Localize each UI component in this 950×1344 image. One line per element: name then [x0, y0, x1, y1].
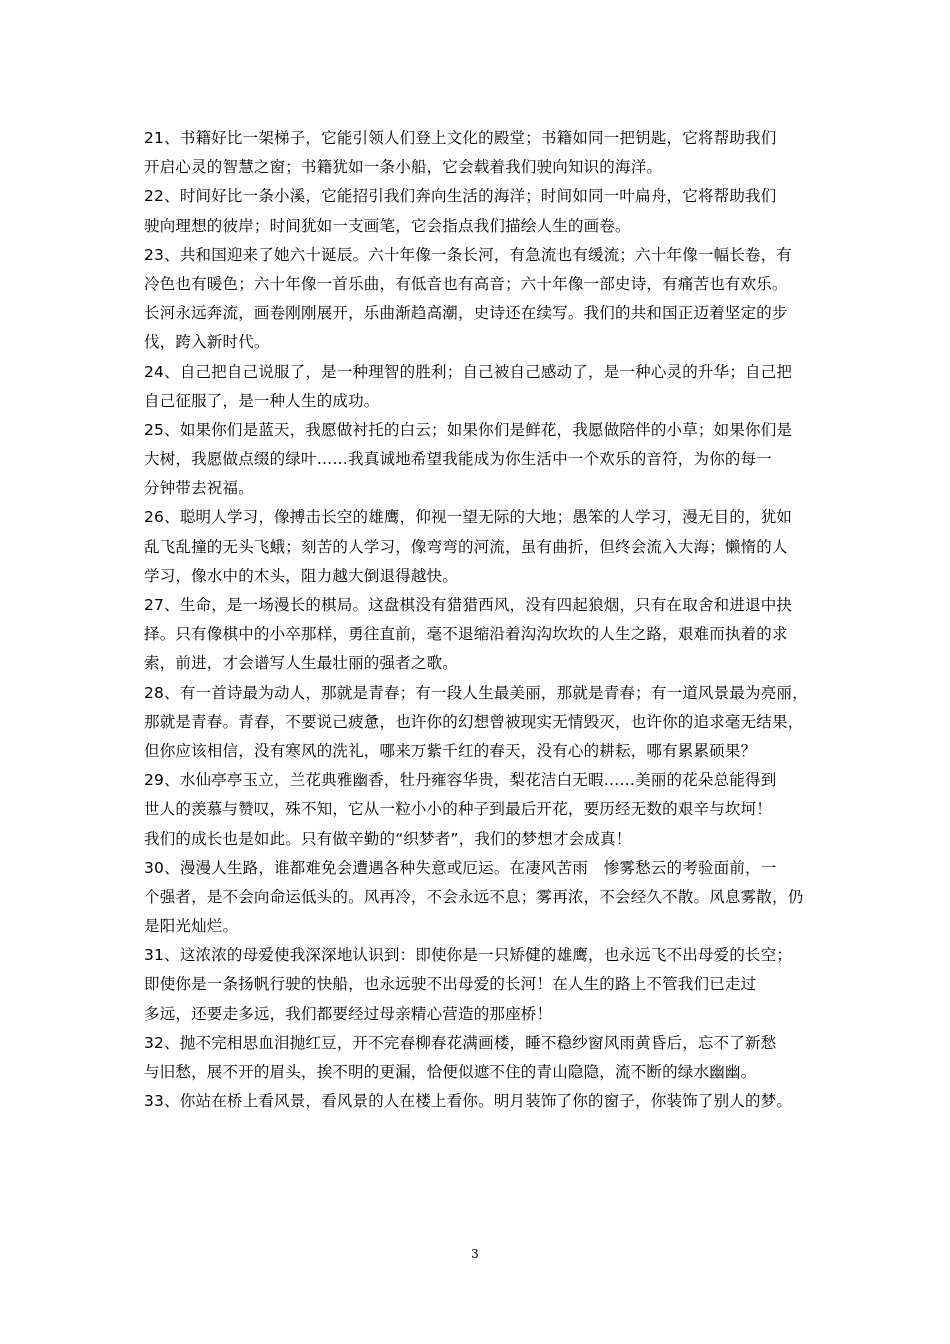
paragraph-31 [144, 941, 814, 1029]
text-line: 自己征服了，是一种人生的成功。 [144, 391, 380, 410]
text-line: 开启心灵的智慧之窗；书籍犹如一条小船，它会载着我们驶向知识的海洋。 [144, 158, 663, 177]
paragraph-32 [144, 1029, 814, 1087]
text-line: 但你应该相信，没有寒风的洗礼，哪来万紫千红的春天，没有心的耕耘，哪有累累硕果？ [144, 741, 757, 760]
text-line: 乱飞乱撞的无头飞蛾；刻苦的人学习，像弯弯的河流，虽有曲折，但终会流入大海；懒惰的人 [144, 537, 788, 556]
text-line: 世人的羡慕与赞叹，殊不知，它从一粒小小的种子到最后开花，要历经无数的艰辛与坎坷！ [144, 800, 773, 819]
text-line: 那就是青春。青春，不要说己疲惫，也许你的幻想曾被现实无情毁灭，也许你的追求毫无结果， [144, 712, 804, 731]
text-line: 驶向理想的彼岸；时间犹如一支画笔，它会指点我们描绘人生的画卷。 [144, 216, 631, 235]
text-line: 24、自己把自己说服了，是一种理智的胜利；自己被自己感动了，是一种心灵的升华；自己把 [144, 362, 793, 381]
paragraph-33 [144, 1087, 814, 1116]
document-body [144, 124, 814, 1116]
text-line: 28、有一首诗最为动人，那就是青春；有一段人生最美丽，那就是青春；有一道风景最为亮丽， [144, 683, 808, 702]
paragraph-26 [144, 503, 814, 591]
text-line: 即使你是一条扬帆行驶的快船，也永远驶不出母爱的长河！在人生的路上不管我们已走过 [144, 975, 757, 994]
paragraph-23 [144, 241, 814, 358]
text-line: 32、抛不完相思血泪抛红豆，开不完春柳春花满画楼，睡不稳纱窗风雨黄昏后，忘不了新愁 [144, 1033, 777, 1052]
text-line: 多远，还要走多远，我们都要经过母亲精心营造的那座桥！ [144, 1004, 553, 1023]
paragraph-27 [144, 591, 814, 679]
text-line: 长河永远奔流，画卷刚刚展开，乐曲渐趋高潮，史诗还在续写。我们的共和国正迈着坚定的步 [144, 304, 788, 323]
text-line: 个强者，是不会向命运低头的。风再冷，不会永远不息；雾再浓，不会经久不散。风息雾散，仍 [144, 887, 804, 906]
text-line: 择。只有像棋中的小卒那样，勇往直前，毫不退缩沿着沟沟坎坎的人生之路，艰难而执着的求 [144, 625, 788, 644]
paragraph-30 [144, 854, 814, 942]
text-line: 27、生命，是一场漫长的棋局。这盘棋没有猎猎西风，没有四起狼烟，只有在取舍和进退中抉 [144, 596, 793, 614]
text-line: 22、时间好比一条小溪，它能招引我们奔向生活的海洋；时间如同一叶扁舟，它将帮助我们 [144, 187, 777, 206]
text-line: 31、这浓浓的母爱使我深深地认识到：即使你是一只矫健的雄鹰，也永远飞不出母爱的长空； [144, 946, 793, 965]
paragraph-25 [144, 416, 814, 504]
text-line: 冷色也有暖色；六十年像一首乐曲，有低音也有高音；六十年像一部史诗，有痛苦也有欢乐。 [144, 274, 788, 293]
paragraph-29 [144, 766, 814, 854]
text-line: 伐，跨入新时代。 [144, 333, 270, 352]
text-line: 23、共和国迎来了她六十诞辰。六十年像一条长河，有急流也有缓流；六十年像一幅长卷，有 [144, 245, 793, 264]
text-line: 是阳光灿烂。 [144, 917, 239, 936]
text-line: 大树，我愿做点缀的绿叶……我真诚地希望我能成为你生活中一个欢乐的音符，为你的每一 [144, 450, 773, 469]
text-line: 26、聪明人学习，像搏击长空的雄鹰，仰视一望无际的大地；愚笨的人学习，漫无目的，犹如 [144, 508, 793, 527]
paragraph-24 [144, 358, 814, 416]
text-line: 33、你站在桥上看风景，看风景的人在楼上看你。明月装饰了你的窗子，你装饰了别人的梦。 [144, 1092, 793, 1111]
paragraph-28 [144, 679, 814, 767]
paragraph-21 [144, 124, 814, 182]
text-line: 分钟带去祝福。 [144, 479, 254, 498]
text-line: 学习，像水中的木头，阻力越大倒退得越快。 [144, 566, 459, 585]
text-line: 与旧愁，展不开的眉头，挨不明的更漏，恰便似遮不住的青山隐隐，流不断的绿水幽幽。 [144, 1063, 757, 1081]
text-line: 29、水仙亭亭玉立，兰花典雅幽香，牡丹雍容华贵，梨花洁白无暇……美丽的花朵总能得到 [144, 771, 777, 790]
text-line: 索，前进，才会谱写人生最壮丽的强者之歌。 [144, 654, 459, 673]
paragraph-22 [144, 182, 814, 240]
text-line: 25、如果你们是蓝天，我愿做衬托的白云；如果你们是鲜花，我愿做陪伴的小草；如果你们是 [144, 420, 793, 439]
text-line: 我们的成长也是如此。只有做辛勤的“织梦者”，我们的梦想才会成真！ [144, 829, 632, 848]
text-line: 21、书籍好比一架梯子，它能引领人们登上文化的殿堂；书籍如同一把钥匙，它将帮助我们 [144, 129, 777, 147]
page-number: 3 [471, 1247, 479, 1261]
text-line: 30、漫漫人生路，谁都难免会遭遇各种失意或厄运。在凄风苦雨 惨雾愁云的考验面前，一 [144, 858, 777, 877]
